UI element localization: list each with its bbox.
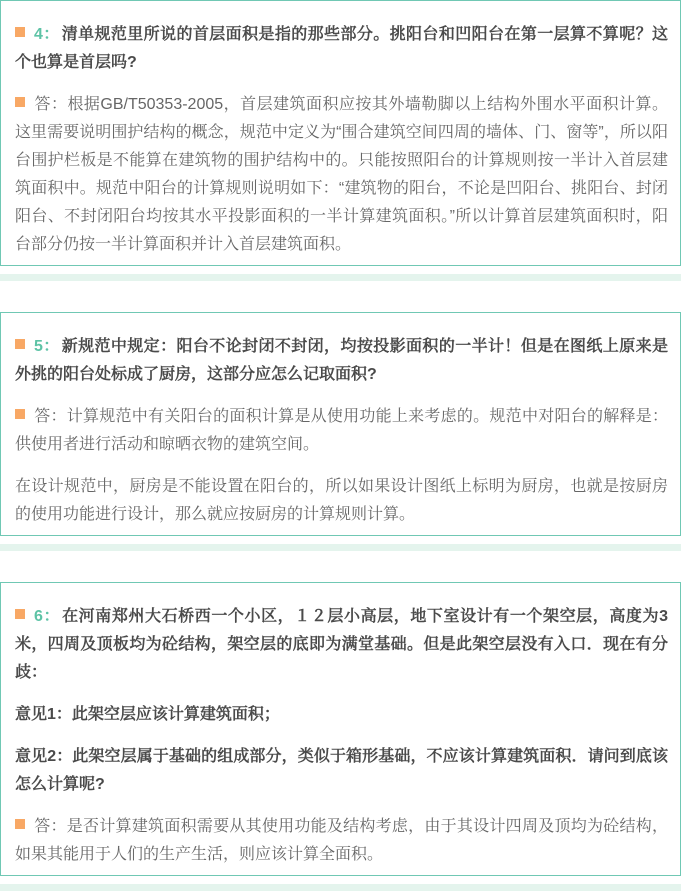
- opinion-paragraph: [15, 701, 668, 729]
- answer-label: 答：: [34, 96, 68, 113]
- plain-text: 在设计规范中，厨房是不能设置在阳台的，所以如果设计图纸上标明为厨房，也就是按厨房的使用功能进行设计，那么就应按厨房的计算规则计算。: [15, 478, 668, 523]
- bullet-square-icon: [15, 819, 25, 829]
- opinion-text: 意见1：此架空层应该计算建筑面积；: [15, 706, 280, 723]
- question-number: 4：: [34, 26, 60, 43]
- question-text: 清单规范里所说的首层面积是指的那些部分。挑阳台和凹阳台在第一层算不算呢？这个也算是首层吗?: [15, 26, 668, 71]
- answer-label: 答：: [34, 408, 67, 425]
- card-shadow-bar: [0, 544, 681, 551]
- qa-card-2: [0, 312, 681, 536]
- opinion-paragraph: [15, 743, 668, 799]
- bullet-square-icon: [15, 339, 25, 349]
- bullet-square-icon: [15, 27, 25, 37]
- answer-paragraph: [15, 91, 668, 259]
- plain-paragraph: [15, 473, 668, 529]
- answer-text: 计算规范中有关阳台的面积计算是从使用功能上来考虑的。规范中对阳台的解释是：供使用者进行活动和晾晒衣物的建筑空间。: [15, 408, 668, 453]
- question-text: 在河南郑州大石桥西一个小区，１２层小高层，地下室设计有一个架空层，高度为3米，四周及顶板均为砼结构，架空层的底即为满堂基础。但是此架空层没有入口．现在有分歧：: [15, 608, 668, 681]
- answer-paragraph: [15, 813, 668, 869]
- question-paragraph: [15, 21, 668, 77]
- bullet-square-icon: [15, 97, 25, 107]
- qa-card-1: [0, 0, 681, 266]
- opinion-text: 意见2：此架空层属于基础的组成部分，类似于箱形基础，不应该计算建筑面积．请问到底该怎么计算呢?: [15, 748, 668, 793]
- answer-text: 是否计算建筑面积需要从其使用功能及结构考虑，由于其设计四周及顶均为砼结构，如果其能用于人们的生产生活，则应该计算全面积。: [15, 818, 668, 863]
- question-number: 5：: [34, 338, 60, 355]
- bullet-square-icon: [15, 409, 25, 419]
- question-paragraph: [15, 333, 668, 389]
- card-shadow-bar: [0, 274, 681, 281]
- question-paragraph: [15, 603, 668, 687]
- question-number: 6：: [34, 608, 61, 625]
- answer-text: 根据GB/T50353-2005，首层建筑面积应按其外墙勒脚以上结构外围水平面积计算。这里需要说明围护结构的概念，规范中定义为“围合建筑空间四周的墙体、门、窗等”，所以阳台围护栏板是不能算在建筑物的围护结构中的。只能按照阳台的计算规则按一半计入首层建筑面积中。规范中阳台的计算规则说明如下：“建筑物的阳台，不论是凹阳台、挑阳台、封闭阳台、不封闭阳台均按其水平投影面积的一半计算建筑面积。”所以计算首层建筑面积时，阳台部分仍按一半计算面积并计入首层建筑面积。: [15, 96, 668, 253]
- card-shadow-bar: [0, 884, 681, 891]
- bullet-square-icon: [15, 609, 25, 619]
- answer-label: 答：: [34, 818, 67, 835]
- qa-card-3: [0, 582, 681, 876]
- question-text: 新规范中规定：阳台不论封闭不封闭，均按投影面积的一半计！但是在图纸上原来是外挑的阳台处标成了厨房，这部分应怎么记取面积?: [15, 338, 668, 383]
- answer-paragraph: [15, 403, 668, 459]
